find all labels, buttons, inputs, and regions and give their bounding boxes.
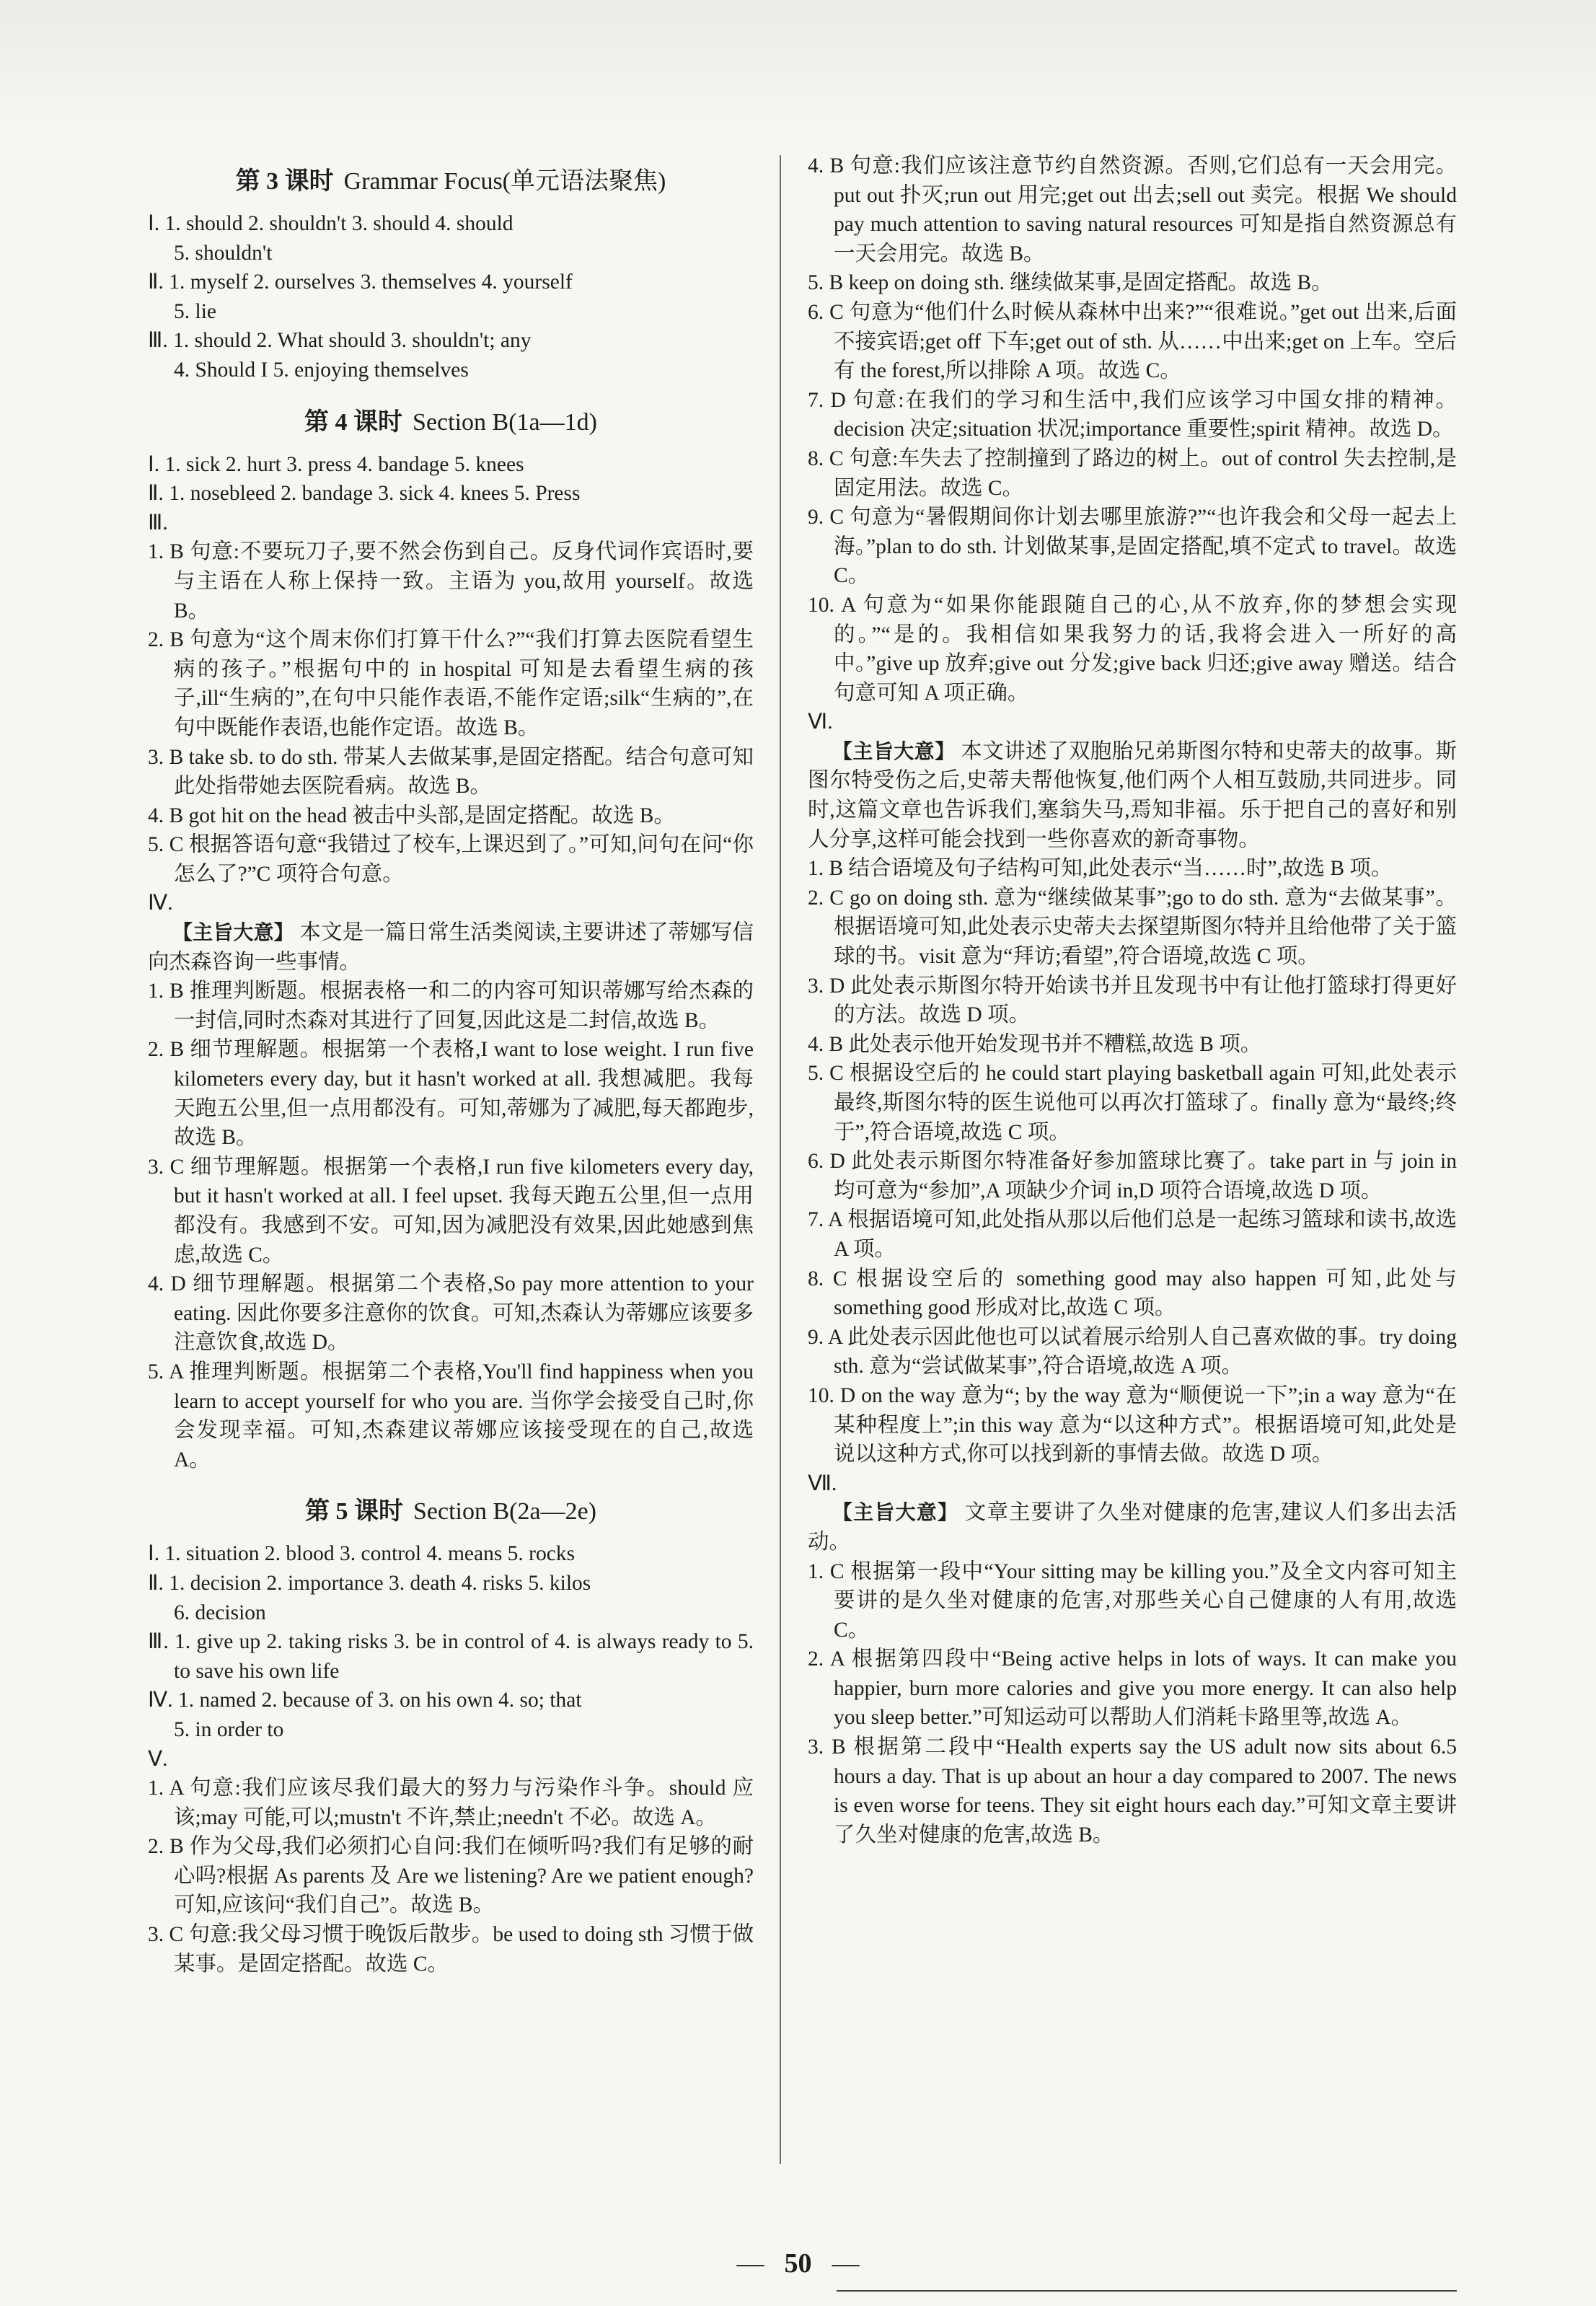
answer-explanation: 7. A 根据语境可知,此处指从那以后他们总是一起练习篮球和读书,故选 A 项。 [808,1208,1457,1261]
page-number [0,2248,1596,2279]
answer-explanation: 6. D 此处表示斯图尔特准备好参加篮球比赛了。take part in 与 join in 均可意为“参加”,A 项缺少介词 in,D 项符合语境,故选 D 项。 [808,1150,1457,1202]
answer-explanation: 8. C 根据设空后的 something good may also happen 可知,此处与 something good 形成对比,故选 C 项。 [808,1267,1457,1320]
answer-explanation: 2. B 细节理解题。根据第一个表格,I want to lose weight. I run five kilometers every day, but it hasn't worked at all. 我想减肥。我每天跑五公里,但一点用都没有。可知,蒂娜为了减肥,每天都跑步,故选 B。 [148,1038,754,1150]
column-divider [780,155,781,2164]
answer-line: Ⅰ. 1. sick 2. hurt 3. press 4. bandage 5. knees [148,452,524,476]
answer-explanation: 4. B 此处表示他开始发现书并不糟糕,故选 B 项。 [808,1032,1262,1056]
answer-explanation: 1. B 结合语境及句子结构可知,此处表示“当……时”,故选 B 项。 [808,857,1393,881]
section-number: 第 4 课时 [304,408,403,436]
section-title [148,1496,754,1528]
answer-explanation: 1. B 推理判断题。根据表格一和二的内容可知识蒂娜写给杰森的一封信,同时杰森对其进行了回复,因此这是二封信,故选 B。 [148,980,754,1032]
answer-line: Ⅱ. 1. decision 2. importance 3. death 4. risks 5. kilos [148,1571,591,1595]
section-name: Grammar Focus(单元语法聚焦) [343,168,666,195]
answer-line: Ⅳ. [148,892,173,915]
answer-explanation: 1. B 句意:不要玩刀子,要不然会伤到自己。反身代词作宾语时,要与主语在人称上保持一致。主语为 you,故用 yourself。故选 B。 [148,540,754,622]
answer-explanation: 2. A 根据第四段中“Being active helps in lots of ways. It can make you happier, burn more calories and give you more energy. It can also help you sleep better.”可知运动可以帮助人们消耗卡路里等,故选 A。 [808,1647,1457,1730]
summary-paragraph [148,918,754,977]
answer-explanation: 5. C 根据答语句意“我错过了校车,上课迟到了。”可知,问句在问“你怎么了?”C 项符合句意。 [148,833,754,886]
page-number-value: 50 [784,2248,812,2279]
answer-explanation: 9. A 此处表示因此他也可以试着展示给别人自己喜欢做的事。try doing sth. 意为“尝试做某事”,符合语境,故选 A 项。 [808,1325,1457,1378]
summary-label: 【主旨大意】 [172,920,294,945]
section-number: 第 5 课时 [305,1498,403,1526]
answer-explanation: 5. A 推理判断题。根据第二个表格,You'll find happiness when you learn to accept yourself for who you are. 当你学会接受自己时,你会发现幸福。可知,杰森建议蒂娜应该接受现在的自己,故选 A。 [148,1360,754,1471]
right-column [808,151,1457,1849]
summary-label: 【主旨大意】 [832,1500,959,1525]
answer-explanation: 3. D 此处表示斯图尔特开始读书并且发现书中有让他打篮球打得更好的方法。故选 D 项。 [808,974,1457,1027]
answer-explanation: 4. D 细节理解题。根据第二个表格,So pay more attention to your eating. 因此你要多注意你的饮食。可知,杰森认为蒂娜应该要多注意饮食,故选 D。 [148,1272,754,1355]
answer-explanation: 9. C 句意为“暑假期间你计划去哪里旅游?”“也许我会和父母一起去上海。”plan to do sth. 计划做某事,是固定搭配,填不定式 to travel。故选 C。 [808,506,1457,588]
page-number-dash-left: — [736,2248,764,2279]
summary-paragraph [808,1498,1457,1557]
answer-line: 6. decision [174,1601,266,1624]
answer-line: Ⅲ. [148,511,168,534]
summary-label: 【主旨大意】 [832,739,956,763]
answer-explanation: 2. B 句意为“这个周末你们打算干什么?”“我们打算去医院看望生病的孩子。”根据句中的 in hospital 可知是去看望生病的孩子,ill“生病的”,在句中只能作表语,不能作定语;silk“生病的”,在句中既能作表语,也能作定语。故选 B。 [148,628,754,739]
answer-explanation: 8. C 句意:车失去了控制撞到了路边的树上。out of control 失去控制,是固定用法。故选 C。 [808,446,1457,500]
answer-explanation: 7. D 句意:在我们的学习和生活中,我们应该学习中国女排的精神。decision 决定;situation 状况;importance 重要性;spirit 精神。故选 D。 [808,388,1457,441]
answer-line: Ⅴ. [148,1747,168,1771]
answer-explanation: 1. C 根据第一段中“Your sitting may be killing you.”及全文内容可知主要讲的是久坐对健康的危害,对那些关心自己健康的人有用,故选 C。 [808,1559,1457,1642]
answer-explanation: 10. A 句意为“如果你能跟随自己的心,从不放弃,你的梦想会实现的。”“是的。我相信如果我努力的话,我将会进入一所好的高中。”give up 放弃;give out 分发;give back 归还;give away 赠送。结合句意可知 A 项正确。 [808,593,1457,705]
answer-explanation: 3. B 根据第二段中“Health experts say the US adult now sits about 6.5 hours a day. That is up about an hour a day compared to 2007. The news is even worse for teens. They sit eight hours each day.”可知文章主要讲了久坐对健康的危害,故选 B。 [808,1735,1457,1847]
answer-line: 5. lie [174,299,216,323]
answer-explanation: Ⅲ. 1. give up 2. taking risks 3. be in control of 4. is always ready to 5. to save his own life [148,1630,754,1683]
answer-line: Ⅱ. 1. myself 2. ourselves 3. themselves 4. yourself [148,270,573,294]
answer-explanation: 6. C 句意为“他们什么时候从森林中出来?”“很难说。”get out 出来,后面不接宾语;get off 下车;get out of sth. 从……中出来;get on 上车。空后有 the forest,所以排除 A 项。故选 C。 [808,300,1457,383]
answer-line: 5. shouldn't [174,241,273,265]
answer-explanation: 3. C 细节理解题。根据第一个表格,I run five kilometers every day, but it hasn't worked at all. I feel upset. 我每天跑五公里,但一点用都没有。我感到不安。可知,因为减肥没有效果,因此她感到焦虑,故选 C。 [148,1155,754,1267]
page-number-dash-right: — [832,2248,860,2279]
page-top-shadow [0,0,1596,130]
answer-explanation: 2. B 作为父母,我们必须扪心自问:我们在倾听吗?我们有足够的耐心吗?根据 As parents 及 Are we listening? Are we patient enough? 可知,应该问“我们自己”。故选 B。 [148,1835,754,1917]
section-name: Section B(2a—2e) [413,1498,596,1526]
summary-paragraph [808,737,1457,854]
answer-explanation: 1. A 句意:我们应该尽我们最大的努力与污染作斗争。should 应该;may 可能,可以;mustn't 不许,禁止;needn't 不必。故选 A。 [148,1777,754,1829]
section-name: Section B(1a—1d) [413,408,597,436]
answer-line: 4. Should I 5. enjoying themselves [174,358,469,382]
answer-line: Ⅳ. 1. named 2. because of 3. on his own 4. so; that [148,1689,582,1712]
section-title [148,166,754,198]
summary-text: 文章主要讲了久坐对健康的危害,建议人们多出去活动。 [808,1501,1457,1554]
answer-line: 5. in order to [174,1717,284,1741]
section-title [148,407,754,439]
section-number: 第 3 课时 [235,168,334,195]
answer-explanation: 3. C 句意:我父母习惯于晚饭后散步。be used to doing sth 习惯于做某事。是固定搭配。故选 C。 [148,1923,754,1976]
answer-explanation: 4. B 句意:我们应该注意节约自然资源。否则,它们总有一天会用完。put out 扑灭;run out 用完;get out 出去;sell out 卖完。根据 We should pay much attention to saving natural resources 可知是指自然资源总有一天会用完。故选 B。 [808,154,1457,265]
answer-explanation: 2. C go on doing sth. 意为“继续做某事”;go to do sth. 意为“去做某事”。根据语境可知,此处表示史蒂夫去探望斯图尔特并且给他带了关于篮球的书。visit 意为“拜访;看望”,符合语境,故选 C 项。 [808,886,1457,969]
answer-explanation: 3. B take sb. to do sth. 带某人去做某事,是固定搭配。结合句意可知此处指带她去医院看病。故选 B。 [148,745,754,798]
answer-line: Ⅱ. 1. nosebleed 2. bandage 3. sick 4. knees 5. Press [148,482,581,506]
summary-text: 本文讲述了双胞胎兄弟斯图尔特和史蒂夫的故事。斯图尔特受伤之后,史蒂夫帮他恢复,他们两个人相互鼓励,共同进步。同时,这篇文章也告诉我们,塞翁失马,焉知非福。乐于把自己的喜好和别人分享,这样可能会找到一些你喜欢的新奇事物。 [808,739,1457,851]
bottom-rule [837,2290,1457,2292]
answer-explanation: 5. C 根据设空后的 he could start playing basketball again 可知,此处表示最终,斯图尔特的医生说他可以再次打篮球了。finally 意为“最终;终于”,符合语境,故选 C 项。 [808,1062,1457,1144]
answer-explanation: 4. B got hit on the head 被击中头部,是固定搭配。故选 B。 [148,804,675,827]
answer-line: Ⅵ. [808,710,833,734]
answer-line: Ⅲ. 1. should 2. What should 3. shouldn't; any [148,329,532,353]
answer-line: Ⅰ. 1. should 2. shouldn't 3. should 4. should [148,212,513,235]
answer-line: Ⅰ. 1. situation 2. blood 3. control 4. means 5. rocks [148,1542,576,1566]
summary-text: 本文是一篇日常生活类阅读,主要讲述了蒂娜写信向杰森咨询一些事情。 [148,921,754,974]
left-column [148,151,754,1979]
answer-explanation: 10. D on the way 意为“; by the way 意为“顺便说一下”;in a way 意为“在某种程度上”;in this way 意为“以这种方式”。根据语境可知,此处是说以这种方式,你可以找到新的事情去做。故选 D 项。 [808,1383,1457,1466]
answer-line: Ⅶ. [808,1471,837,1495]
answer-explanation: 5. B keep on doing sth. 继续做某事,是固定搭配。故选 B。 [808,271,1333,295]
